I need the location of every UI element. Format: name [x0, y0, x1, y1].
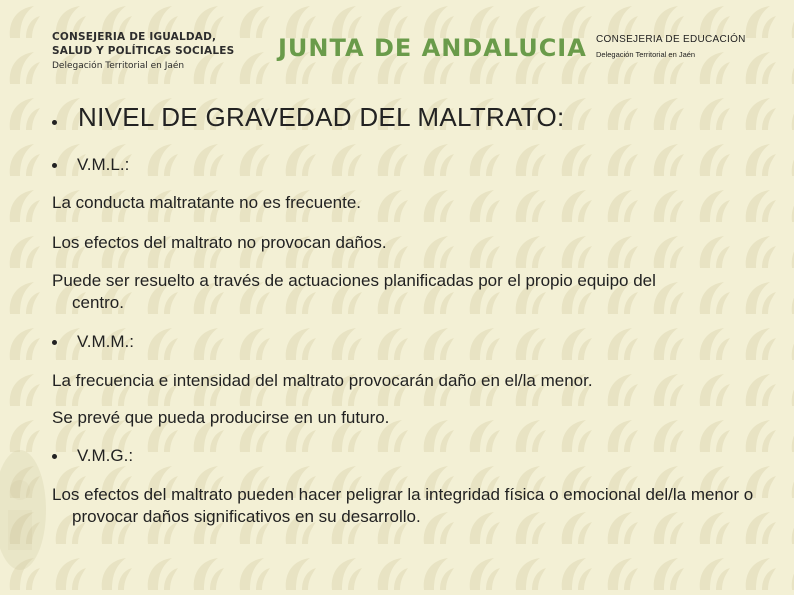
section-heading-vmg — [52, 446, 133, 466]
paragraph: La frecuencia e intensidad del maltrato provocarán daño en el/la menor. — [52, 371, 593, 390]
paragraph: La conducta maltratante no es frecuente. — [52, 193, 362, 212]
bullet-dot — [52, 163, 57, 168]
header-right-line2: Delegación Territorial en Jaén — [596, 50, 696, 59]
section-heading-vml — [52, 155, 129, 175]
bullet-dot — [52, 454, 57, 459]
consejeria-educacion-header — [596, 34, 746, 59]
section-heading-label: V.M.L.: — [77, 155, 130, 174]
header-left-line3: Delegación Territorial en Jaén — [52, 61, 185, 71]
section-heading-label: V.M.G.: — [77, 446, 134, 465]
header-left-line1: CONSEJERIA DE IGUALDAD, — [52, 31, 217, 43]
section-heading-label: V.M.M.: — [77, 332, 134, 351]
title-bullet — [52, 120, 57, 125]
paragraph: Se prevé que pueda producirse en un futuro. — [52, 408, 390, 427]
header-right-line1: CONSEJERIA DE EDUCACIÓN — [596, 34, 746, 45]
bullet-dot — [52, 340, 57, 345]
andalucia-emblem-watermark — [0, 440, 60, 580]
paragraph: Los efectos del maltrato pueden hacer peligrar la integridad física o emocional del/la menor o provocar daños significativos en su desarrollo. — [52, 485, 754, 526]
slide-title: NIVEL DE GRAVEDAD DEL MALTRATO: — [78, 102, 565, 132]
paragraph: Los efectos del maltrato no provocan daños. — [52, 233, 387, 252]
paragraph: Puede ser resuelto a través de actuaciones planificadas por el propio equipo del centro. — [52, 271, 656, 312]
junta-de-andalucia-logo: JUNTA DE ANDALUCIA — [278, 34, 587, 62]
bullet-dot — [52, 120, 57, 125]
consejeria-igualdad-header — [52, 30, 234, 73]
section-heading-vmm — [52, 332, 134, 352]
header-left-line2: SALUD Y POLÍTICAS SOCIALES — [52, 45, 235, 57]
